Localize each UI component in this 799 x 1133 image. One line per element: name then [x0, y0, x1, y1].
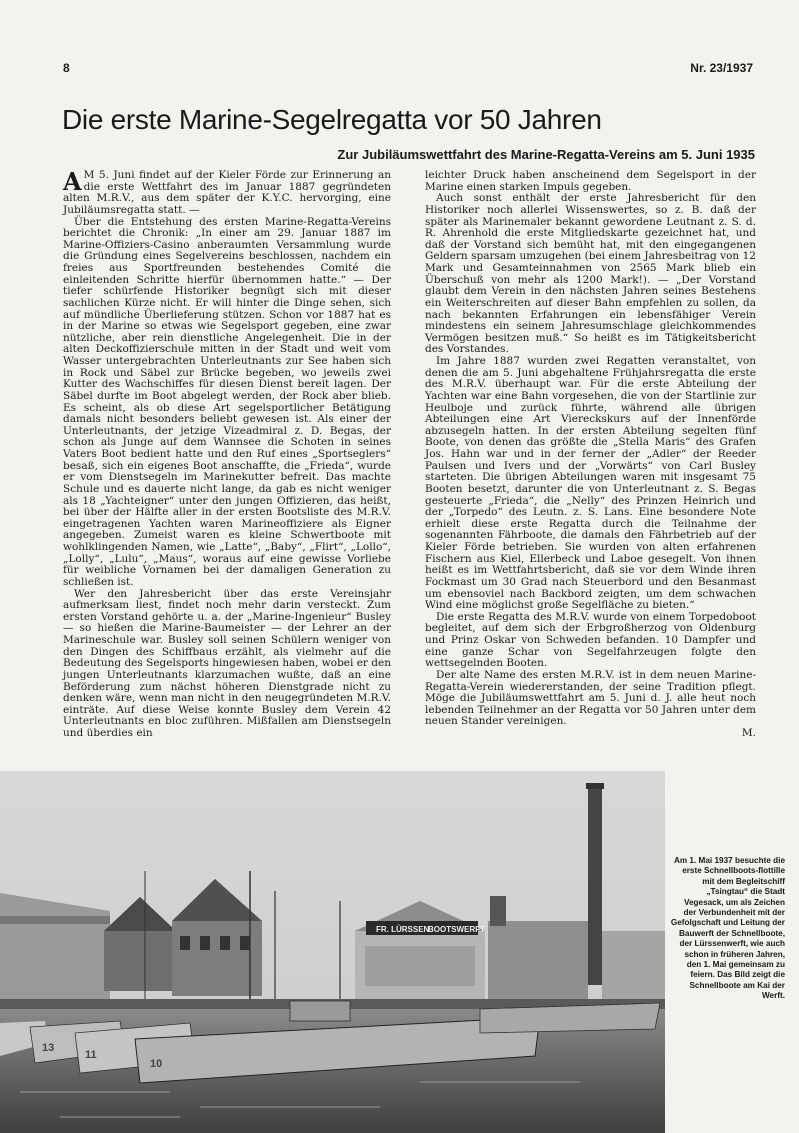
paragraph: Der alte Name des ersten M.R.V. ist in dem neuen Marine-Regatta-Verein wiedererstanden, der seine Tradition pflegt. Möge die Jubiläumswettfahrt am 5. Juni d. J. alle heut noch lebenden Teilnehmer an der Regatta vor 50 Jahren unter dem neuen Stander vereinigen. — [425, 668, 756, 728]
paragraph: Über die Entstehung des ersten Marine-Regatta-Vereins berichtet die Chronik: „In einer am 29. Januar 1887 im Marine-Offiziers-Casino anberaumten Versammlung wurde die Gründung eines Segelvereins beschlossen, nachdem ein freies aus Sportfreunden bestehendes Comité die einleitenden Schritte hierfür übernommen hatte.“ — Der tiefer schürfende Historiker begnügt sich mit dieser sachlichen Kürze nicht. Er will hinter die Dinge sehen, sich auf mündliche Überlieferung stützen. Schon vor 1887 hat es in der Marine so etwas wie Segelsport gegeben, eine zwar nützliche, aber rein dienstliche Angelegenheit. Die in der alten Deckoffizierschule mitten in der Stadt und weit vom Wasser untergebrachten Unterleutnants zur See haben sich in Rock und Säbel zur Brücke begeben, wo jeweils zwei Kutter des Wachschiffes für diesen Dienst bereit lagen. Der Säbel durfte im Boot abgelegt werden, der Rock aber blieb. Es scheint, als ob diese Art segelsportlicher Betätigung damals nicht besonders beliebt gewesen ist. Als einer der Unterleutnants, der jetzige Vizeadmiral z. D. Begas, der schon als Junge auf dem Wannsee die Schoten in seines Vaters Boot bedient hatte und den Ruf eines „Sportseglers“ besaß, sich ein eigenes Boot anschaffte, die „Frieda“, wurde er vom Dienstsegeln im Marinekutter befreit. Das machte Schule und es dauerte nicht lange, da gab es nicht weniger als 18 „Yachteigner“ unter den jungen Offizieren, das heißt, bei über der Hälfte aller in der ersten Bootsliste des M.R.V. eingetragenen Yachten waren Marineoffiziere als Eigner angegeben. Zumeist waren es kleine Schwertboote mit wohlklingenden Namen, wie „Latte“, „Baby“, „Flirt“, „Lollo“, „Lolly“, „Lulu“, „Maus“, woraus auf eine gewisse Vorliebe für weibliche Vornamen bei der damaligen Generation zu schließen ist. — [63, 215, 391, 588]
article-title: Die erste Marine-Segelregatta vor 50 Jahren — [62, 104, 602, 135]
paragraph: Die erste Regatta des M.R.V. wurde von einem Torpedoboot begleitet, auf dem sich der Erbgroßherzog von Oldenburg und Prinz Oskar von Schweden befanden. 10 Dampfer und eine ganze Schar von Segelfahrzeugen folgte den wettsegelnden Booten. — [425, 610, 756, 670]
hull-number: 10 — [150, 1058, 163, 1070]
photo-caption: Am 1. Mai 1937 besuchte die erste Schnellboots-flottille mit dem Begleitschiff „Tsingtau“ die Stadt Vegesack, um als Zeichen der Verbundenheit mit der Gefolgschaft und Leitung der Bauwerft der Schnellboote, der Lürssenwerft, wie auch schon in früheren Jahren, den 1. Mai gemeinsam zu feiern. Das Bild zeigt die Schnellboote am Kai der Werft. — [670, 856, 785, 1001]
paragraph: Auch sonst enthält der erste Jahresbericht für den Historiker noch allerlei Wissenswertes, so z. B. daß der später als Marinemaler bekannt gewordene Leutnant z. S. d. R. Ahrenhold die erste Mitgliedskarte gezeichnet hat, und daß der Vorstand sich bemüht hat, mit den eingegangenen Geldern sparsam umzugehen (bei einem Jahresbeitrag von 12 Mark und Gesamteinnahmen von 2565 Mark blieb ein Überschuß von mehr als 1200 Mark!). — „Der Vorstand glaubt dem Verein in den nächsten Jahren seines Bestehens ein Weiterschreiten auf dieser Bahn empfehlen zu sollen, da nach bekannten Erfahrungen ein lebensfähiger Verein mindestens ein seinem Jahresumschlage gleichkommendes Vermögen besitzen muß.“ So heißt es im Tätigkeitsbericht des Vorstandes. — [425, 192, 756, 356]
hull-number: 13 — [42, 1042, 55, 1054]
svg-text:FR. LÜRSSEN: FR. LÜRSSEN — [376, 925, 430, 934]
left-column — [63, 167, 391, 740]
page-number: 8 — [63, 61, 70, 75]
harbor-photo — [0, 771, 665, 1133]
svg-text:BOOTSWERFT: BOOTSWERFT — [428, 925, 485, 934]
paragraph: Wer den Jahresbericht über das erste Vereinsjahr aufmerksam liest, findet noch mehr darin versteckt. Zum ersten Vorstand gehörte u. a. der „Marine-Ingenieur“ Busley — so hießen die Marine-Baumeister — der Lehrer an der Marineschule war. Busley soll seinen Schülern weniger von den Dingen des Schiffbaus erzählt, als vielmehr auf die Bedeutung des Segelsports hingewiesen haben, wobei er den jungen Unterleutnants klarzumachen wußte, daß an eine Beförderung zum nächst höheren Dienstgrade nicht zu denken wäre, wenn man nicht in den neugegründeten M.R.V. einträte. Auf diese Weise konnte Busley dem Verein 42 Unterleutnants en bloc zuführen. Mißfallen am Dienstsegeln und überdies ein — [63, 587, 391, 739]
paragraph: Im Jahre 1887 wurden zwei Regatten veranstaltet, von denen die am 5. Juni abgehaltene Frühjahrsregatta die erste des M.R.V. überhaupt war. Für die erste Abteilung der Yachten war eine Bahn vorgesehen, die von der Startlinie zur Heulboje und zurück führte, während alle übrigen Abteilungen eine Art Viereckskurs auf der Innenförde abzusegeln hatten. In der ersten Abteilung segelten fünf Boote, von denen das größte die „Stella Maris“ des Grafen Jos. Hahn war und in der ferner der „Adler“ der Reeder Paulsen und Ivers und der „Vorwärts“ von Carl Busley starteten. Die übrigen Abteilungen waren mit insgesamt 75 Booten besetzt, darunter die von Unterleutnant z. S. Begas gesteuerte „Frieda“, die „Nelly“ des Prinzen Heinrich und der „Torpedo“ des Leutn. z. S. Lans. Eine besondere Note erhielt diese erste Regatta durch die Teilnahme der sogenannten Fährboote, die damals den Fährbetrieb auf der Kieler Förde betrieben. Sie wurden von alten erfahrenen Fischern aus Kiel, Ellerbeck und Laboe gesegelt. Von ihnen heißt es im Wettfahrtsbericht, daß sie vor dem Winde ihren Fockmast um 30 Grad nach Steuerbord und den Besanmast um ebensoviel nach Backbord zeigten, um dem schwachen Wind eine möglichst große Segelfläche zu bieten.“ — [425, 355, 756, 612]
drop-cap: A — [63, 167, 82, 196]
paragraph: leichter Druck haben anscheinend dem Segelsport in der Marine einen starken Impuls gegeben. — [425, 169, 756, 193]
issue-number: Nr. 23/1937 — [690, 61, 753, 75]
hull-number: 11 — [85, 1049, 97, 1061]
factory-chimney — [588, 785, 602, 985]
paragraph: A M 5. Juni findet auf der Kieler Förde zur Erinnerung an die erste Wettfahrt des im Januar 1887 gegründeten alten M.R.V., aus dem später der K.Y.C. hervorging, eine Jubiläumsregatta statt. — — [63, 167, 391, 216]
author-signoff: M. — [741, 727, 756, 739]
article-subtitle: Zur Jubiläumswettfahrt des Marine-Regatta-Vereins am 5. Juni 1935 — [337, 147, 755, 162]
warehouse-building — [0, 893, 110, 1001]
right-column — [425, 170, 756, 740]
